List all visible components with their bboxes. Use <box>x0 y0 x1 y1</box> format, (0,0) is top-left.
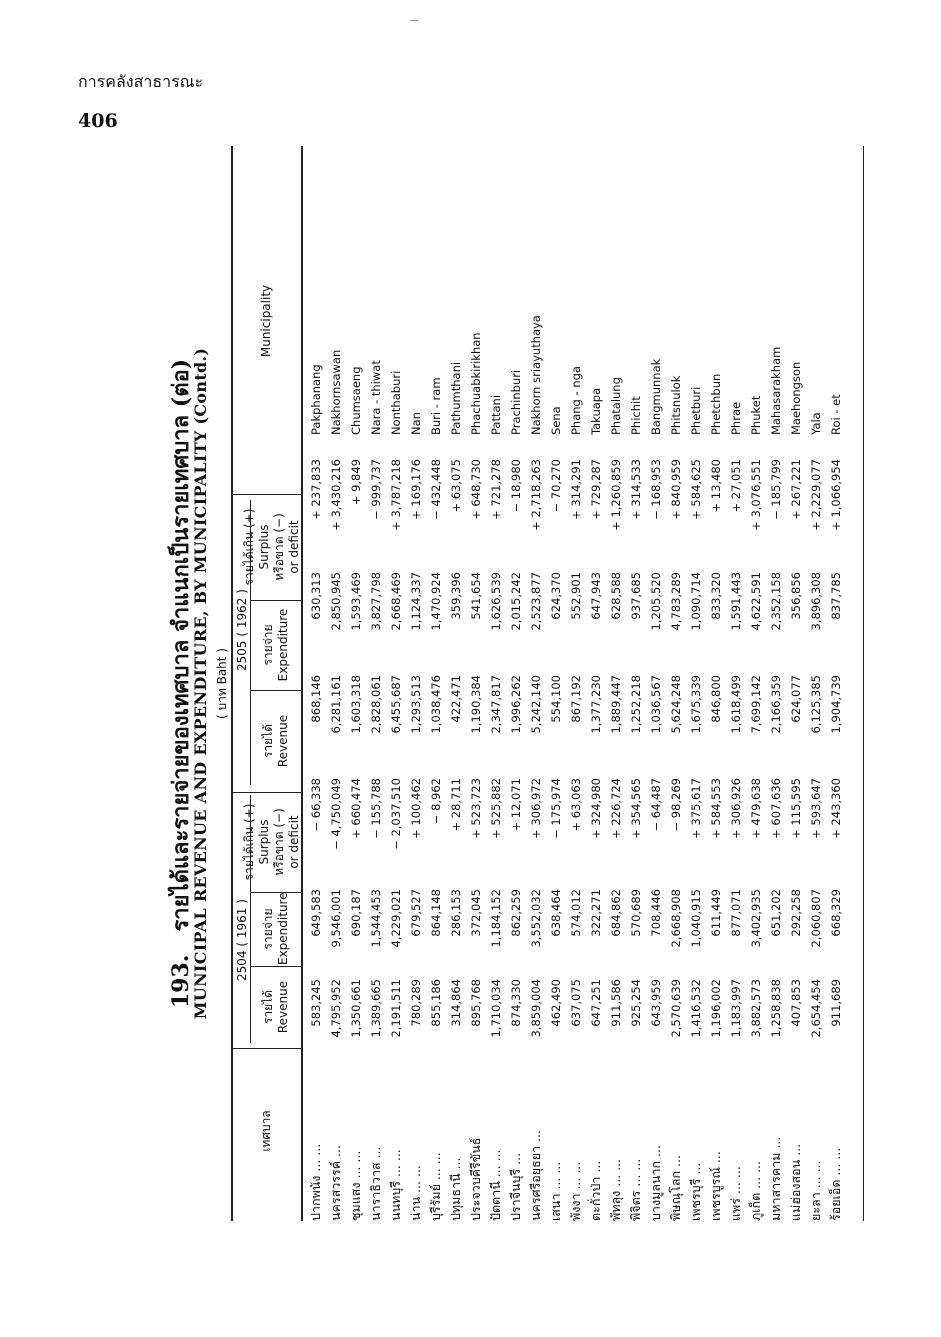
table-row <box>586 285 606 1221</box>
cell-th: ปากพนัง ... ... <box>308 1143 323 1221</box>
cell-th: พัทลุง ... ... <box>608 1158 623 1221</box>
surplus-thai: รายได้เกิน (+) <box>242 803 256 881</box>
cell-r62: 422,471 <box>449 675 463 723</box>
cell-r61: 2,191,511 <box>389 979 403 1038</box>
cell-s62: + 2,718,263 <box>529 459 543 531</box>
table-row <box>566 285 586 1221</box>
cell-e61: 877,071 <box>729 889 743 937</box>
cell-en: Roi - et <box>829 394 843 435</box>
cell-r62: 2,166,359 <box>769 675 783 734</box>
year-2505-label: 2505 ( 1962 ) <box>235 589 249 671</box>
cell-s61: + 226,724 <box>609 778 623 839</box>
cell-s62: − 432,448 <box>429 459 443 520</box>
municipal-data-table <box>306 285 846 1221</box>
cell-e61: 1,184,152 <box>489 889 503 948</box>
cell-e62: 359,396 <box>449 572 463 620</box>
cell-th: บางมูลนาก ... <box>648 1145 663 1221</box>
cell-th: ปัตตานี ... ... <box>488 1149 503 1221</box>
cell-th: เพชรบูรณ์ ... <box>708 1151 723 1221</box>
cell-e62: 356,856 <box>789 572 803 620</box>
table-number: 193. <box>168 954 194 1009</box>
vline-4 <box>251 966 301 967</box>
cell-e62: 628,588 <box>609 572 623 620</box>
cell-en: Phang - nga <box>569 366 583 435</box>
cell-r62: 1,252,218 <box>629 675 643 734</box>
cell-s62: + 3,076,551 <box>749 459 763 531</box>
cell-e61: 638,464 <box>549 889 563 937</box>
table-row <box>666 285 686 1221</box>
cell-s61: − 4,750,049 <box>329 778 343 850</box>
cell-th: ปราจีนบุรี ... <box>508 1152 523 1221</box>
table-row <box>646 285 666 1221</box>
cell-th: แม่ฮ่องสอน ... <box>788 1143 803 1221</box>
cell-s62: + 314,533 <box>629 459 643 520</box>
deficit-english: or deficit <box>287 520 301 574</box>
cell-r61: 2,570,639 <box>669 979 683 1038</box>
cell-s61: + 479,638 <box>749 778 763 839</box>
cell-e62: 833,320 <box>709 572 723 620</box>
cell-r61: 1,258,838 <box>769 979 783 1038</box>
col-header-revenue-1962 <box>261 693 291 789</box>
cell-r61: 2,654,454 <box>809 979 823 1038</box>
cell-e62: 1,591,443 <box>729 572 743 631</box>
cell-r62: 1,293,513 <box>409 675 423 734</box>
page-number: 406 <box>78 110 118 132</box>
cell-th: ร้อยเอ็ด ... ... <box>828 1147 843 1221</box>
cell-r61: 3,859,004 <box>529 979 543 1038</box>
cell-s61: + 523,723 <box>469 778 483 839</box>
cell-e62: 3,896,308 <box>809 572 823 631</box>
cell-s62: − 168,953 <box>649 459 663 520</box>
cell-e62: 4,622,591 <box>749 572 763 631</box>
cell-r61: 647,251 <box>589 979 603 1027</box>
cell-s61: + 593,647 <box>809 778 823 839</box>
cell-s61: − 64,487 <box>649 778 663 832</box>
cell-s61: + 243,360 <box>829 778 843 839</box>
cell-th: ยะลา ... ... <box>808 1160 823 1221</box>
cell-s62: + 267,221 <box>789 459 803 520</box>
cell-r62: 1,675,339 <box>689 675 703 734</box>
cell-e62: 3,827,798 <box>369 572 383 631</box>
cell-e61: 3,552,032 <box>529 889 543 948</box>
cell-r61: 1,389,665 <box>369 979 383 1038</box>
cell-th: ปทุมธานี ... <box>448 1157 463 1221</box>
cell-r61: 314,864 <box>449 979 463 1027</box>
cell-s61: + 660,474 <box>349 778 363 839</box>
cell-r61: 780,289 <box>409 979 423 1027</box>
cell-s62: + 314,291 <box>569 459 583 520</box>
table-row <box>446 285 466 1221</box>
cell-e61: 286,153 <box>449 889 463 937</box>
year-2504-label: 2504 ( 1961 ) <box>235 899 249 981</box>
table-row <box>506 285 526 1221</box>
cell-e62: 552,901 <box>569 572 583 620</box>
revenue-english: Revenue <box>276 714 290 768</box>
cell-e61: 4,229,021 <box>389 889 403 948</box>
cell-s62: + 721,278 <box>489 459 503 520</box>
table-row <box>746 285 766 1221</box>
cell-th: ภูเก็ต ... ... <box>748 1161 763 1221</box>
cell-e62: 2,352,158 <box>769 572 783 631</box>
table-row <box>346 285 366 1221</box>
cell-e61: 322,271 <box>589 889 603 937</box>
table-body <box>306 285 846 1221</box>
revenue-thai: รายได้ <box>261 989 275 1025</box>
table-row <box>826 285 846 1221</box>
cell-e61: 9,546,001 <box>329 889 343 948</box>
cell-r62: 1,038,476 <box>429 675 443 734</box>
table-row <box>406 285 426 1221</box>
cell-s62: − 70,270 <box>549 459 563 513</box>
cell-r61: 1,196,002 <box>709 979 723 1038</box>
cell-e61: 684,862 <box>609 889 623 937</box>
cell-s61: − 2,037,510 <box>389 778 403 850</box>
table-row <box>766 285 786 1221</box>
cell-s61: + 607,636 <box>769 778 783 839</box>
table-row <box>526 285 546 1221</box>
expenditure-english: Expenditure <box>276 892 290 965</box>
cell-s62: − 18,980 <box>509 459 523 513</box>
cell-s61: − 66,338 <box>309 778 323 832</box>
cell-s61: − 98,269 <box>669 778 683 832</box>
category-header: การคลังสาธารณะ <box>78 72 204 91</box>
cell-s62: + 27,051 <box>729 459 743 513</box>
cell-en: Nonthaburi <box>389 370 403 435</box>
cell-r61: 855,186 <box>429 979 443 1027</box>
cell-r61: 911,586 <box>609 979 623 1027</box>
cell-en: Phichit <box>629 396 643 435</box>
cell-r61: 583,245 <box>309 979 323 1027</box>
cell-en: Nakhorn sriayuthaya <box>529 315 543 435</box>
cell-e61: 1,040,915 <box>689 889 703 948</box>
cell-e62: 2,668,469 <box>389 572 403 631</box>
cell-en: Phitsnulok <box>669 375 683 435</box>
cell-en: Phetchbun <box>709 373 723 435</box>
cell-th: บุรีรัมย์ ... ... <box>428 1152 443 1221</box>
cell-r62: 2,347,817 <box>489 675 503 734</box>
table-row <box>706 285 726 1221</box>
table-row <box>686 285 706 1221</box>
cell-s62: − 185,799 <box>769 459 783 520</box>
table-row <box>806 285 826 1221</box>
col-header-municipality-english: Municipality <box>259 284 273 358</box>
cell-en: Phatalung <box>609 377 623 435</box>
cell-r61: 637,075 <box>569 979 583 1027</box>
cell-r62: 1,618,499 <box>729 675 743 734</box>
cell-en: Phetburi <box>689 386 703 435</box>
cell-s61: + 306,972 <box>529 778 543 839</box>
expenditure-english: Expenditure <box>276 608 290 682</box>
cell-th: ชุมแสง ... ... <box>348 1150 363 1221</box>
cell-r62: 554,100 <box>549 675 563 723</box>
cell-s62: + 584,625 <box>689 459 703 520</box>
cell-e61: 3,402,935 <box>749 889 763 948</box>
cell-r62: 1,190,384 <box>469 675 483 734</box>
surplus-thai: รายได้เกิน (+) <box>242 508 256 586</box>
cell-r62: 7,699,142 <box>749 675 763 734</box>
cell-e61: 574,012 <box>569 889 583 937</box>
col-header-revenue-1961 <box>261 969 291 1045</box>
cell-s61: + 584,553 <box>709 778 723 839</box>
cell-r61: 462,490 <box>549 979 563 1027</box>
cell-r62: 867,192 <box>569 675 583 723</box>
cell-s61: + 63,063 <box>569 778 583 832</box>
cell-s61: + 525,882 <box>489 778 503 839</box>
cell-s61: − 155,788 <box>369 778 383 839</box>
cell-r62: 5,624,248 <box>669 675 683 734</box>
cell-s62: + 9,849 <box>349 459 363 506</box>
cell-en: Phachuabkirikhan <box>469 332 483 435</box>
expenditure-thai: รายจ่าย <box>261 624 275 666</box>
top-rule <box>231 146 233 1221</box>
table-row <box>326 285 346 1221</box>
cell-r62: 6,125,385 <box>809 675 823 734</box>
table-row <box>606 285 626 1221</box>
cell-s62: + 648,730 <box>469 459 483 520</box>
cell-en: Chumsaeng <box>349 366 363 435</box>
cell-e62: 1,205,520 <box>649 572 663 631</box>
cell-s62: + 2,229,077 <box>809 459 823 531</box>
cell-r62: 624,077 <box>789 675 803 723</box>
cell-e62: 4,783,289 <box>669 572 683 631</box>
cell-r62: 868,146 <box>309 675 323 723</box>
cell-s62: + 13,480 <box>709 459 723 513</box>
col-header-surplus-1961 <box>242 793 302 891</box>
cell-en: Bangmunnak <box>649 358 663 435</box>
cell-en: Yala <box>809 412 823 435</box>
cell-th: นครสวรรค์ ... <box>328 1145 343 1221</box>
bottom-rule <box>863 146 864 1221</box>
cell-s62: + 840,959 <box>669 459 683 520</box>
cell-en: Pathumthani <box>449 361 463 435</box>
cell-en: Pakphanang <box>309 364 323 435</box>
cell-r62: 1,377,230 <box>589 675 603 734</box>
cell-r62: 1,904,739 <box>829 675 843 734</box>
cell-s62: + 1,066,954 <box>829 459 843 531</box>
cell-e62: 937,685 <box>629 572 643 620</box>
cell-en: Nakhornsawan <box>329 349 343 435</box>
table-row <box>306 285 326 1221</box>
cell-e61: 690,187 <box>349 889 363 937</box>
col-header-expenditure-1962 <box>261 601 291 689</box>
vline-6 <box>251 690 301 691</box>
cell-th: มหาสารคาม ... <box>768 1136 783 1221</box>
cell-s61: + 115,595 <box>789 778 803 839</box>
cell-s61: + 324,980 <box>589 778 603 839</box>
cell-e62: 1,124,337 <box>409 572 423 631</box>
deficit-thai: หรือขาด (−) <box>272 513 286 581</box>
cell-r61: 895,768 <box>469 979 483 1027</box>
cell-r61: 1,710,034 <box>489 979 503 1038</box>
cell-th: นนทบุรี ... ... <box>388 1149 403 1221</box>
cell-th: พังงา ... ... <box>568 1161 583 1221</box>
cell-th: แพร่ ... ... <box>728 1166 743 1221</box>
cell-r62: 6,455,687 <box>389 675 403 734</box>
cell-e62: 624,370 <box>549 572 563 620</box>
cell-r61: 4,795,952 <box>329 979 343 1038</box>
cell-s62: + 237,833 <box>309 459 323 520</box>
cell-s61: + 306,926 <box>729 778 743 839</box>
cell-s61: + 28,711 <box>449 778 463 832</box>
cell-r61: 643,959 <box>649 979 663 1027</box>
cell-en: Buri - ram <box>429 377 443 435</box>
header-bottom-rule <box>301 146 303 1221</box>
cell-th: น่าน ... ... <box>408 1165 423 1221</box>
cell-en: Pattani <box>489 394 503 435</box>
cell-e61: 668,329 <box>829 889 843 937</box>
table-row <box>786 285 806 1221</box>
cell-e61: 651,202 <box>769 889 783 937</box>
cell-e61: 679,527 <box>409 889 423 937</box>
cell-s61: + 375,617 <box>689 778 703 839</box>
cell-r61: 1,416,532 <box>689 979 703 1038</box>
cell-e62: 2,850,945 <box>329 572 343 631</box>
scan-mark <box>410 20 418 21</box>
cell-s62: + 729,287 <box>589 459 603 520</box>
cell-s61: + 354,565 <box>629 778 643 839</box>
table-row <box>466 285 486 1221</box>
cell-e62: 1,593,469 <box>349 572 363 631</box>
cell-e61: 862,259 <box>509 889 523 937</box>
table-row <box>486 285 506 1221</box>
cell-e61: 570,689 <box>629 889 643 937</box>
cell-th: นครศรีอยุธยา ... <box>528 1130 543 1221</box>
unit-label: ( บาท Baht ) <box>215 648 229 719</box>
col-header-surplus-1962 <box>242 495 302 599</box>
cell-en: Nan <box>409 412 423 435</box>
cell-th: เพชรบุรี ... <box>688 1162 703 1221</box>
table-title-english: MUNICIPAL REVENUE AND EXPENDITURE, BY MUNICIPALITY (Contd.) <box>191 347 210 1020</box>
cell-th: นาราธิวาส ... <box>368 1146 383 1221</box>
cell-r61: 911,689 <box>829 979 843 1027</box>
cell-en: Phuket <box>749 395 763 435</box>
cell-s62: + 1,260,859 <box>609 459 623 531</box>
cell-e62: 1,090,714 <box>689 572 703 631</box>
cell-en: Prachinburi <box>509 369 523 435</box>
cell-en: Sena <box>549 406 563 435</box>
cell-r62: 1,036,567 <box>649 675 663 734</box>
cell-r62: 1,889,447 <box>609 675 623 734</box>
cell-en: Nara - thiwat <box>369 360 383 435</box>
cell-s61: + 100,462 <box>409 778 423 839</box>
cell-e61: 2,668,908 <box>669 889 683 948</box>
rotated-table-page <box>163 146 873 1221</box>
cell-s61: + 12,071 <box>509 778 523 832</box>
table-row <box>726 285 746 1221</box>
cell-s62: + 3,430,216 <box>329 459 343 531</box>
cell-e61: 292,258 <box>789 889 803 937</box>
cell-e61: 708,446 <box>649 889 663 937</box>
cell-r61: 874,330 <box>509 979 523 1027</box>
table-row <box>366 285 386 1221</box>
cell-r61: 1,350,661 <box>349 979 363 1038</box>
cell-e62: 2,015,242 <box>509 572 523 631</box>
cell-en: Takuapa <box>589 387 603 435</box>
cell-e62: 541,654 <box>469 572 483 620</box>
title-thai-text: รายได้และรายจ่ายของเทศบาล จำแนกเป็นรายเทศบาล (ต่อ) <box>168 358 194 932</box>
cell-e62: 630,313 <box>309 572 323 620</box>
cell-r62: 1,996,262 <box>509 675 523 734</box>
revenue-english: Revenue <box>276 980 290 1034</box>
col-header-municipality-thai: เทศบาล <box>259 1110 273 1152</box>
cell-s62: − 999,737 <box>369 459 383 520</box>
deficit-english: or deficit <box>287 815 301 869</box>
cell-e61: 611,449 <box>709 889 723 937</box>
cell-e61: 649,583 <box>309 889 323 937</box>
cell-e61: 864,148 <box>429 889 443 937</box>
cell-en: Phrae <box>729 401 743 435</box>
cell-e62: 2,523,877 <box>529 572 543 631</box>
surplus-english: Surplus <box>257 819 271 865</box>
cell-r61: 3,882,573 <box>749 979 763 1038</box>
cell-s62: + 63,075 <box>449 459 463 513</box>
cell-r62: 2,828,061 <box>369 675 383 734</box>
table-row <box>546 285 566 1221</box>
cell-s61: − 175,974 <box>549 778 563 839</box>
vline-1 <box>231 1048 301 1049</box>
cell-th: พิษณุโลก ... <box>668 1155 683 1221</box>
cell-e61: 1,544,453 <box>369 889 383 948</box>
cell-th: เสนา ... ... <box>548 1161 563 1221</box>
cell-e62: 1,470,924 <box>429 572 443 631</box>
deficit-thai: หรือขาด (−) <box>272 808 286 876</box>
cell-r62: 6,281,161 <box>329 675 343 734</box>
cell-th: ประจวบคีรีขันธ์ <box>468 1137 483 1221</box>
cell-e62: 837,785 <box>829 572 843 620</box>
cell-e62: 647,943 <box>589 572 603 620</box>
cell-e61: 2,060,807 <box>809 889 823 948</box>
cell-r62: 1,603,318 <box>349 675 363 734</box>
cell-s62: + 3,787,218 <box>389 459 403 531</box>
table-row <box>426 285 446 1221</box>
expenditure-thai: รายจ่าย <box>261 908 275 950</box>
table-row <box>386 285 406 1221</box>
cell-e61: 372,045 <box>469 889 483 937</box>
cell-r61: 407,853 <box>789 979 803 1027</box>
surplus-english: Surplus <box>257 524 271 570</box>
cell-s61: − 8,962 <box>429 778 443 825</box>
cell-en: Maehongson <box>789 361 803 435</box>
cell-en: Mahasarakham <box>769 346 783 435</box>
cell-th: พิจิตร ... ... <box>628 1158 643 1221</box>
cell-r62: 5,242,140 <box>529 675 543 734</box>
table-row <box>626 285 646 1221</box>
cell-r62: 846,800 <box>709 675 723 723</box>
cell-th: ตะกั่วป่า ... <box>588 1160 603 1221</box>
cell-s62: + 169,176 <box>409 459 423 520</box>
cell-r61: 1,183,997 <box>729 979 743 1038</box>
revenue-thai: รายได้ <box>261 723 275 759</box>
col-header-expenditure-1961 <box>261 893 291 965</box>
cell-e62: 1,626,539 <box>489 572 503 631</box>
cell-r61: 925,254 <box>629 979 643 1027</box>
